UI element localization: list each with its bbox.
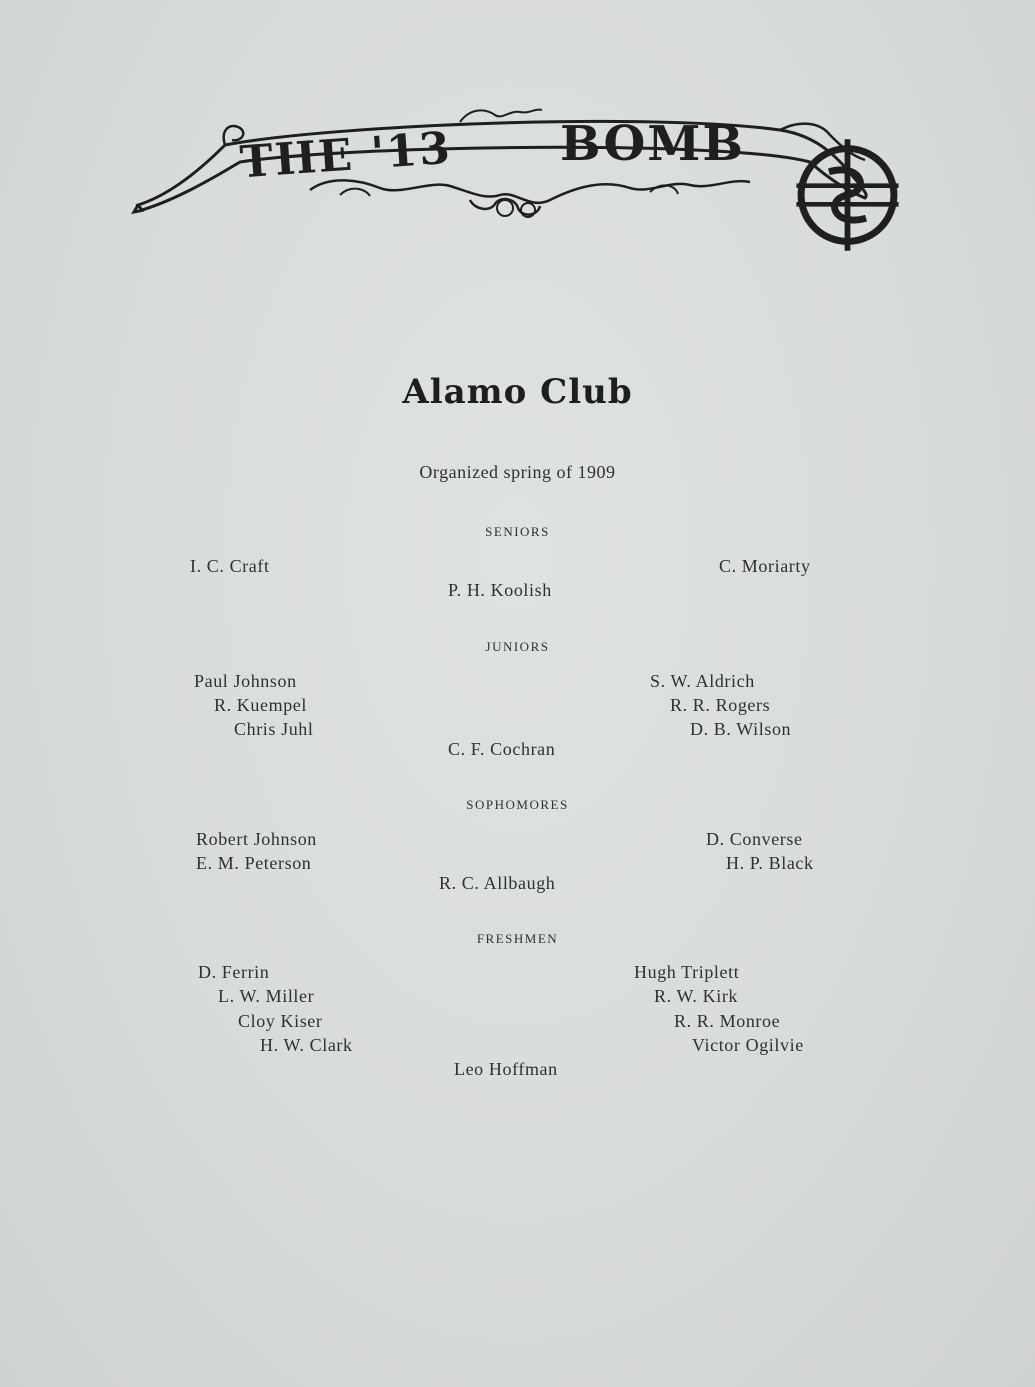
member-name: R. W. Kirk xyxy=(654,986,739,1006)
member-name: C. F. Cochran xyxy=(448,739,556,759)
member-name: D. B. Wilson xyxy=(690,719,792,739)
section-label-seniors: SENIORS xyxy=(485,524,550,539)
section-label-juniors: JUNIORS xyxy=(485,639,550,654)
monogram-icon xyxy=(475,130,1035,260)
member-name: S. W. Aldrich xyxy=(650,671,755,691)
yearbook-banner xyxy=(130,100,875,230)
member-name: I. C. Craft xyxy=(190,556,270,576)
member-name: R. Kuempel xyxy=(214,695,307,715)
banner-left-text: THE '13 xyxy=(238,122,454,189)
member-name: D. Ferrin xyxy=(198,962,270,982)
member-name: D. Converse xyxy=(706,829,803,849)
section-label-sophomores: SOPHOMORES xyxy=(466,797,569,812)
member-name: Hugh Triplett xyxy=(634,962,740,982)
section-label-freshmen: FRESHMEN xyxy=(476,931,559,946)
organized-note: Organized spring of 1909 xyxy=(419,462,616,482)
member-name: H. P. Black xyxy=(726,853,814,873)
page-title: Alamo Club xyxy=(402,372,633,412)
member-name: Leo Hoffman xyxy=(454,1059,558,1079)
member-name: Chris Juhl xyxy=(234,719,314,739)
member-name: L. W. Miller xyxy=(218,986,315,1006)
member-name: P. H. Koolish xyxy=(448,580,552,600)
member-name: Paul Johnson xyxy=(194,671,297,691)
member-name: Victor Ogilvie xyxy=(692,1035,804,1055)
member-name: Robert Johnson xyxy=(196,829,317,849)
member-name: R. C. Allbaugh xyxy=(439,873,556,893)
member-name: C. Moriarty xyxy=(719,556,811,576)
member-name: Cloy Kiser xyxy=(238,1011,323,1031)
member-name: E. M. Peterson xyxy=(196,853,312,873)
banner-right-text: BOMB xyxy=(560,116,745,172)
member-name: R. R. Rogers xyxy=(670,695,771,715)
member-name: H. W. Clark xyxy=(260,1035,353,1055)
member-name: R. R. Monroe xyxy=(674,1011,781,1031)
